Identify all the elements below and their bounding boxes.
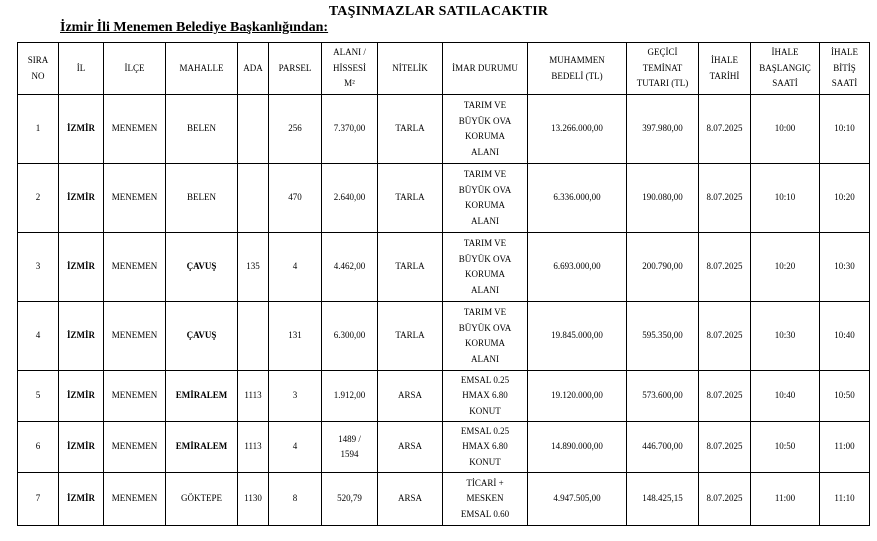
- table-row: [18, 95, 870, 164]
- header-bitis-saati: [820, 43, 870, 95]
- cell-imar-durumu: [443, 473, 528, 526]
- cell-imar-line: TARIM VE: [463, 169, 507, 179]
- cell-gecici-teminat: 446.700,00: [627, 422, 699, 473]
- cell-nitelik: TARLA: [378, 233, 443, 302]
- cell-sira-no: 1: [18, 95, 59, 164]
- cell-mahalle: ÇAVUŞ: [166, 233, 238, 302]
- header-baslangic-saati: [751, 43, 820, 95]
- header-row: [18, 43, 870, 95]
- cell-muhammen-bedeli: 19.845.000,00: [528, 302, 627, 371]
- header-tarihi-line: TARİHİ: [709, 70, 740, 81]
- header-baslangic-line: BAŞLANGIÇ: [759, 62, 811, 73]
- cell-baslangic-saati: 10:00: [751, 95, 820, 164]
- cell-ada: 135: [238, 233, 269, 302]
- header-ihale-tarihi: [699, 43, 751, 95]
- header-saati-line: SAATİ: [772, 78, 798, 89]
- cell-ada: [238, 164, 269, 233]
- cell-ada: 1113: [238, 422, 269, 473]
- cell-alani: [322, 95, 378, 164]
- cell-imar-line: TARIM VE: [463, 238, 507, 248]
- cell-alani-line: 2.640,00: [333, 192, 366, 203]
- cell-imar-durumu: [443, 302, 528, 371]
- cell-mahalle: GÖKTEPE: [166, 473, 238, 526]
- cell-gecici-teminat: 148.425,15: [627, 473, 699, 526]
- cell-bitis-saati: 10:50: [820, 371, 870, 422]
- cell-il: İZMİR: [59, 302, 104, 371]
- cell-bitis-saati: 10:20: [820, 164, 870, 233]
- document-subtitle: İzmir İli Menemen Belediye Başkanlığından:: [60, 20, 329, 35]
- table-row: [18, 371, 870, 422]
- cell-gecici-teminat: 573.600,00: [627, 371, 699, 422]
- cell-il: İZMİR: [59, 233, 104, 302]
- cell-ilce: MENEMEN: [104, 371, 166, 422]
- cell-ihale-tarihi: 8.07.2025: [699, 95, 751, 164]
- cell-alani-line: 1489 /: [338, 433, 361, 444]
- cell-parsel: 4: [269, 233, 322, 302]
- header-ihale-line: İHALE: [711, 55, 738, 65]
- cell-imar-line: KORUMA: [464, 131, 505, 141]
- cell-baslangic-saati: 10:50: [751, 422, 820, 473]
- property-sale-table: [17, 42, 870, 526]
- cell-alani-line: 7.370,00: [333, 123, 366, 134]
- table-row: [18, 302, 870, 371]
- header-teminat-line: TEMİNAT: [642, 62, 683, 73]
- header-bitis-line: BİTİŞ: [833, 62, 856, 73]
- table-row: [18, 422, 870, 473]
- cell-muhammen-bedeli: 13.266.000,00: [528, 95, 627, 164]
- cell-imar-line: TARIM VE: [463, 100, 507, 110]
- cell-imar-line: KORUMA: [464, 338, 505, 348]
- cell-alani: [322, 164, 378, 233]
- table-row: [18, 233, 870, 302]
- cell-bitis-saati: 10:40: [820, 302, 870, 371]
- cell-imar-line: KORUMA: [464, 200, 505, 210]
- cell-nitelik: TARLA: [378, 302, 443, 371]
- cell-ilce: MENEMEN: [104, 164, 166, 233]
- cell-imar-line: EMSAL 0.25: [460, 374, 510, 385]
- cell-nitelik: ARSA: [378, 371, 443, 422]
- cell-alani: [322, 371, 378, 422]
- cell-sira-no: 6: [18, 422, 59, 473]
- cell-imar-line: EMSAL 0.25: [460, 425, 510, 436]
- header-parsel: PARSEL: [269, 43, 322, 95]
- cell-alani-line: 1.912,00: [333, 390, 366, 401]
- cell-muhammen-bedeli: 6.693.000,00: [528, 233, 627, 302]
- header-alani-line: ALANI /: [333, 47, 366, 58]
- cell-ada: [238, 302, 269, 371]
- cell-imar-line: KONUT: [469, 405, 501, 416]
- cell-gecici-teminat: 397.980,00: [627, 95, 699, 164]
- cell-ilce: MENEMEN: [104, 302, 166, 371]
- header-alani: [322, 43, 378, 95]
- cell-parsel: 256: [269, 95, 322, 164]
- header-sira-line: SIRA: [27, 55, 49, 65]
- cell-sira-no: 7: [18, 473, 59, 526]
- cell-ada: 1130: [238, 473, 269, 526]
- cell-parsel: 3: [269, 371, 322, 422]
- cell-alani: [322, 422, 378, 473]
- cell-alani-line: 1594: [340, 449, 359, 459]
- cell-gecici-teminat: 190.080,00: [627, 164, 699, 233]
- cell-ihale-tarihi: 8.07.2025: [699, 422, 751, 473]
- cell-mahalle: EMİRALEM: [166, 371, 238, 422]
- cell-ihale-tarihi: 8.07.2025: [699, 233, 751, 302]
- cell-muhammen-bedeli: 6.336.000,00: [528, 164, 627, 233]
- cell-ihale-tarihi: 8.07.2025: [699, 302, 751, 371]
- cell-sira-no: 5: [18, 371, 59, 422]
- cell-baslangic-saati: 10:30: [751, 302, 820, 371]
- cell-il: İZMİR: [59, 422, 104, 473]
- cell-imar-line: KORUMA: [464, 269, 505, 279]
- cell-imar-line: TİCARİ +: [466, 477, 504, 488]
- cell-bitis-saati: 11:10: [820, 473, 870, 526]
- header-m2-line: M²: [344, 78, 355, 89]
- cell-sira-no: 3: [18, 233, 59, 302]
- cell-ilce: MENEMEN: [104, 422, 166, 473]
- cell-imar-line: BÜYÜK OVA: [458, 115, 512, 126]
- cell-ilce: MENEMEN: [104, 233, 166, 302]
- cell-alani: [322, 473, 378, 526]
- cell-ada: [238, 95, 269, 164]
- header-muhammen-line: MUHAMMEN: [549, 55, 605, 65]
- header-bedeli-line: BEDELİ (TL): [551, 70, 603, 81]
- header-gecici-line: GEÇİCİ: [647, 47, 678, 58]
- cell-bitis-saati: 10:30: [820, 233, 870, 302]
- cell-sira-no: 4: [18, 302, 59, 371]
- cell-imar-line: MESKEN: [466, 493, 504, 504]
- cell-muhammen-bedeli: 19.120.000,00: [528, 371, 627, 422]
- header-saati-line: SAATİ: [831, 78, 858, 89]
- cell-ada: 1113: [238, 371, 269, 422]
- cell-parsel: 8: [269, 473, 322, 526]
- cell-imar-line: KONUT: [469, 456, 501, 467]
- cell-alani-line: 6.300,00: [333, 330, 366, 341]
- cell-baslangic-saati: 10:10: [751, 164, 820, 233]
- cell-nitelik: ARSA: [378, 422, 443, 473]
- header-imar-durumu: İMAR DURUMU: [443, 43, 528, 95]
- cell-imar-durumu: [443, 95, 528, 164]
- header-ilce: İLÇE: [104, 43, 166, 95]
- header-ihale-line: İHALE: [831, 47, 858, 58]
- cell-imar-line: HMAX 6.80: [462, 441, 508, 452]
- cell-imar-durumu: [443, 233, 528, 302]
- cell-il: İZMİR: [59, 164, 104, 233]
- header-tutari-line: TUTARI (TL): [636, 78, 689, 89]
- cell-alani-line: 520,79: [337, 493, 362, 504]
- cell-parsel: 131: [269, 302, 322, 371]
- cell-imar-line: ALANI: [471, 215, 499, 226]
- table-row: [18, 164, 870, 233]
- cell-ilce: MENEMEN: [104, 95, 166, 164]
- cell-imar-line: TARIM VE: [463, 307, 507, 317]
- cell-il: İZMİR: [59, 473, 104, 526]
- cell-imar-line: BÜYÜK OVA: [458, 253, 512, 264]
- cell-nitelik: TARLA: [378, 95, 443, 164]
- header-sira-no: [18, 43, 59, 95]
- cell-mahalle: EMİRALEM: [166, 422, 238, 473]
- cell-ihale-tarihi: 8.07.2025: [699, 371, 751, 422]
- cell-imar-line: BÜYÜK OVA: [458, 322, 512, 333]
- cell-mahalle: ÇAVUŞ: [166, 302, 238, 371]
- cell-baslangic-saati: 10:40: [751, 371, 820, 422]
- header-hissesi-line: HİSSESİ: [332, 62, 366, 73]
- cell-imar-durumu: [443, 422, 528, 473]
- cell-muhammen-bedeli: 14.890.000,00: [528, 422, 627, 473]
- cell-ilce: MENEMEN: [104, 473, 166, 526]
- cell-imar-line: ALANI: [471, 353, 499, 364]
- cell-alani-line: 4.462,00: [333, 261, 366, 272]
- cell-imar-durumu: [443, 371, 528, 422]
- table-row: [18, 473, 870, 526]
- cell-nitelik: TARLA: [378, 164, 443, 233]
- header-il: İL: [59, 43, 104, 95]
- cell-parsel: 470: [269, 164, 322, 233]
- cell-imar-line: ALANI: [471, 146, 499, 157]
- cell-alani: [322, 233, 378, 302]
- cell-bitis-saati: 11:00: [820, 422, 870, 473]
- cell-ihale-tarihi: 8.07.2025: [699, 473, 751, 526]
- cell-il: İZMİR: [59, 371, 104, 422]
- cell-imar-line: HMAX 6.80: [462, 390, 508, 401]
- header-gecici-teminat: [627, 43, 699, 95]
- cell-il: İZMİR: [59, 95, 104, 164]
- cell-bitis-saati: 10:10: [820, 95, 870, 164]
- cell-mahalle: BELEN: [166, 95, 238, 164]
- header-ada: ADA: [238, 43, 269, 95]
- header-no-line: NO: [31, 70, 45, 81]
- cell-alani: [322, 302, 378, 371]
- cell-imar-durumu: [443, 164, 528, 233]
- cell-parsel: 4: [269, 422, 322, 473]
- cell-sira-no: 2: [18, 164, 59, 233]
- cell-gecici-teminat: 200.790,00: [627, 233, 699, 302]
- document-title: TAŞINMAZLAR SATILACAKTIR: [328, 4, 549, 19]
- cell-imar-line: EMSAL 0.60: [460, 508, 510, 519]
- cell-imar-line: BÜYÜK OVA: [458, 184, 512, 195]
- cell-baslangic-saati: 11:00: [751, 473, 820, 526]
- header-muhammen-bedeli: [528, 43, 627, 95]
- cell-nitelik: ARSA: [378, 473, 443, 526]
- cell-baslangic-saati: 10:20: [751, 233, 820, 302]
- header-ihale-line: İHALE: [771, 47, 799, 58]
- header-mahalle: MAHALLE: [166, 43, 238, 95]
- cell-imar-line: ALANI: [471, 284, 499, 295]
- cell-gecici-teminat: 595.350,00: [627, 302, 699, 371]
- cell-mahalle: BELEN: [166, 164, 238, 233]
- cell-ihale-tarihi: 8.07.2025: [699, 164, 751, 233]
- cell-muhammen-bedeli: 4.947.505,00: [528, 473, 627, 526]
- header-nitelik: NİTELİK: [378, 43, 443, 95]
